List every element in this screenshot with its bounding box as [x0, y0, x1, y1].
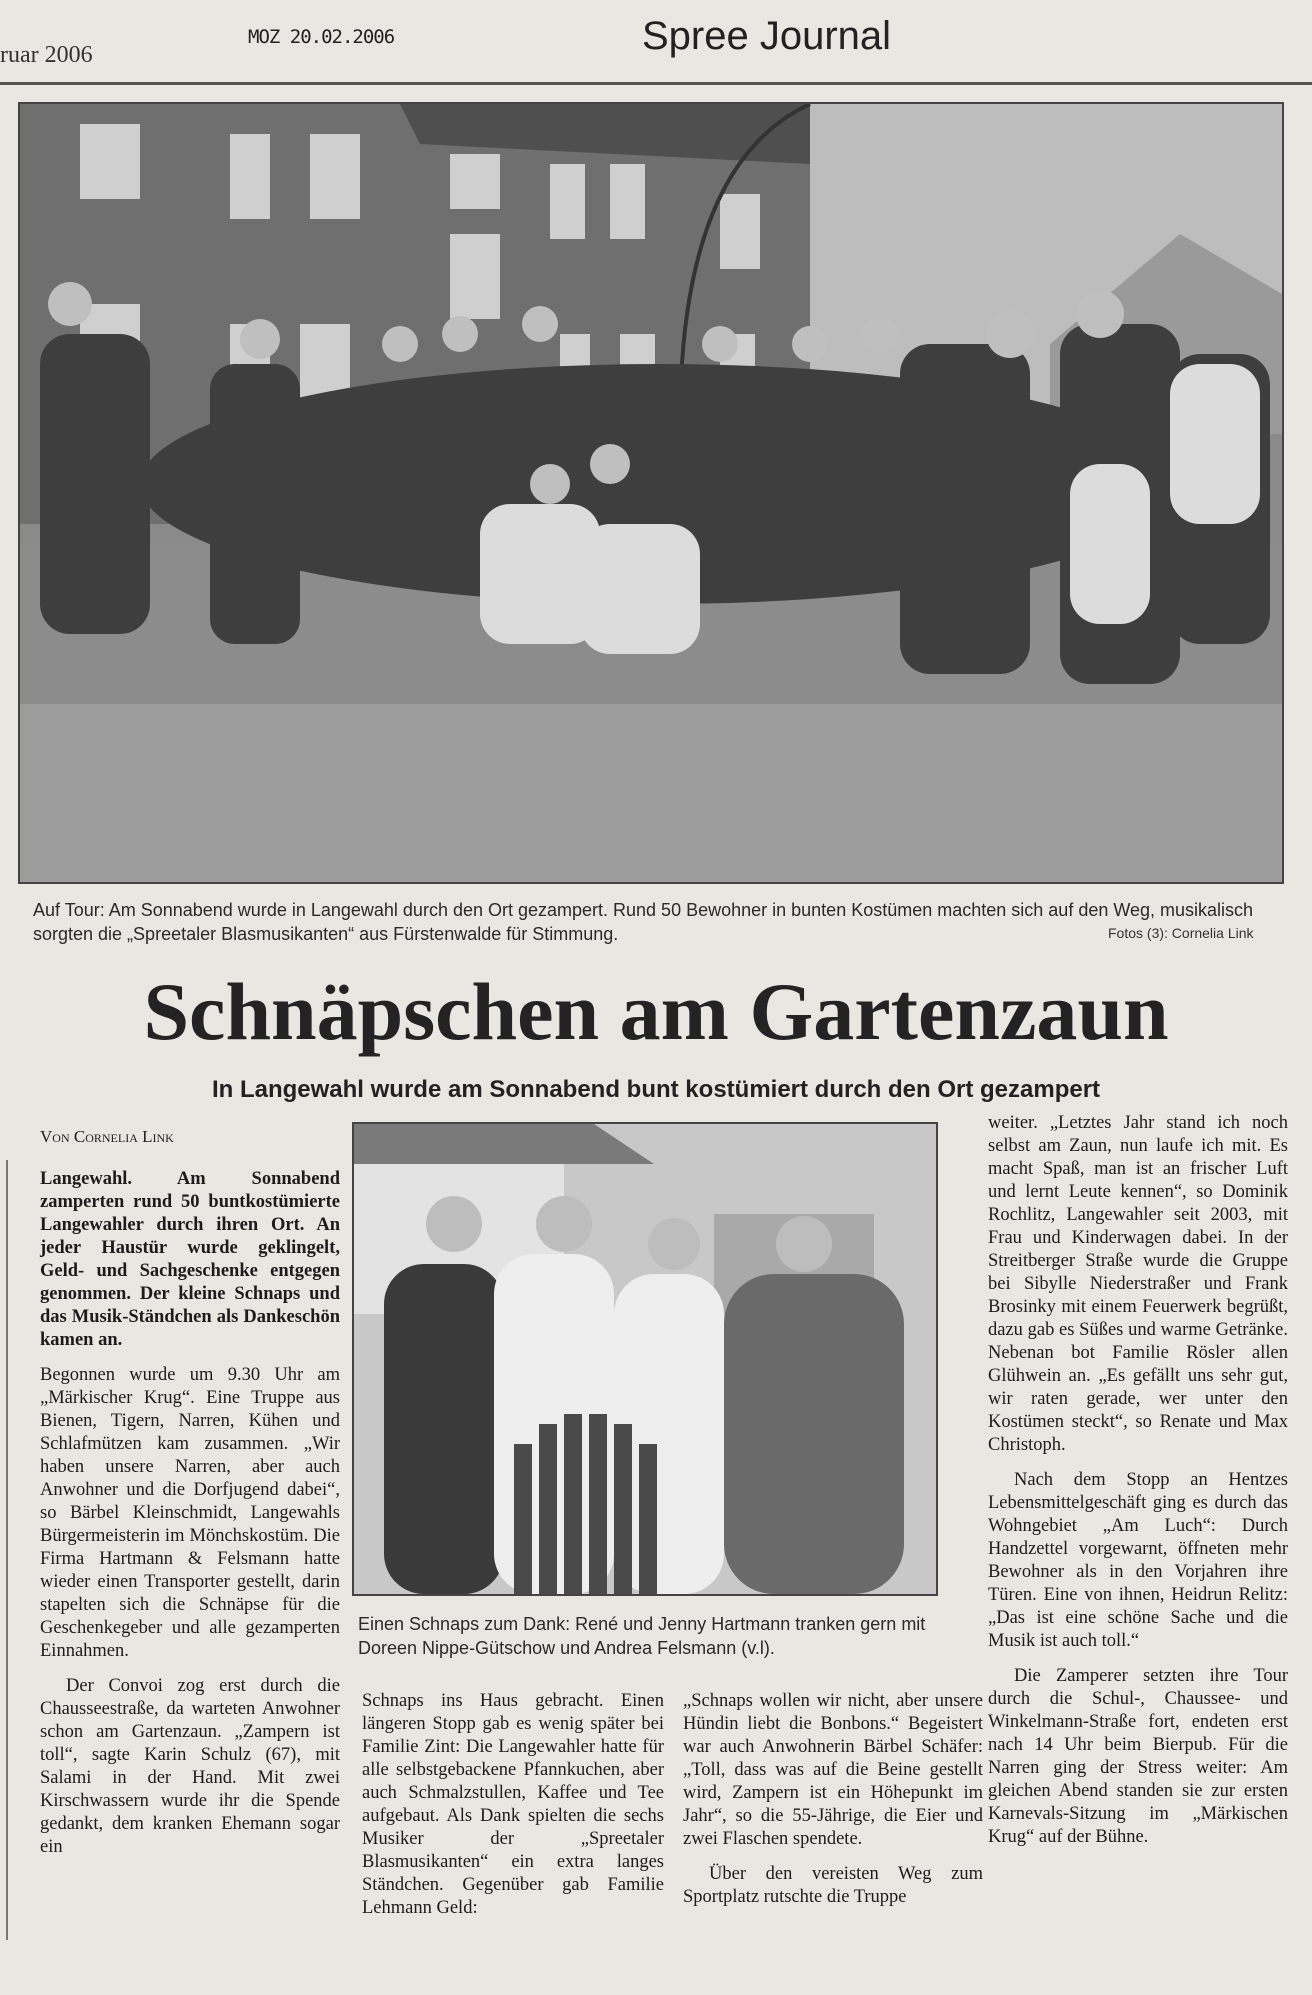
- photo-caption: Einen Schnaps zum Dank: René und Jenny Hartmann tranken gern mit Doreen Nippe-Gütschow und Andrea Felsmann (v.l).: [358, 1614, 926, 1658]
- article-subheadline: In Langewahl wurde am Sonnabend bunt kostümiert durch den Ort gezampert: [211, 1076, 1101, 1103]
- article-paragraph: „Schnaps wollen wir nicht, aber unsere Hündin liebt die Bonbons.“ Begeistert war auch Anwohnerin Bärbel Schäfer: „Toll, dass was auf die Beine gestellt wird, Zampern ist ein Höhepunkt im Jahr“, so die 55-Jährige, die Eier und zwei Flaschen spendete.: [683, 1691, 983, 1849]
- article-column-3: [683, 1690, 983, 1921]
- article-paragraph: Die Zamperer setzten ihre Tour durch die Schul-, Chaussee- und Winkelmann-Straße fort, endeten erst nach 14 Uhr beim Bierpub. Für die Narren ging der Stress weiter: Am gleichen Abend standen sie zur ersten Karnevals-Sitzung im „Märkischen Krug“ auf der Bühne.: [988, 1666, 1288, 1847]
- photo-credit: Fotos (3): Cornelia Link: [1108, 925, 1254, 941]
- article-paragraph: Über den vereisten Weg zum Sportplatz rutschte die Truppe: [683, 1864, 983, 1907]
- article-paragraph: Schnaps ins Haus gebracht. Einen längeren Stopp gab es wenig später bei Familie Zint: Die Langewahler hatte für alle selbstgebackene Pfannkuchen, aber auch Schmalzstullen, Kaffee und Tee aufgebaut. Als Dank spielten die sechs Musiker der „Spreetaler Blasmusikanten“ ein extra langes Ständchen. Gegenüber gab Familie Lehmann Geld:: [362, 1691, 664, 1918]
- article-paragraph: Nach dem Stopp an Hentzes Lebensmittelgeschäft ging es durch das Wohngebiet „Am Luch“: Durch Handzettel vorgewarnt, öffneten mehr Bewohner als in den Vorjahren ihre Türen. Eine von ihnen, Heidrun Relitz: „Das ist eine schöne Sache und die Musik ist auch toll.“: [988, 1470, 1288, 1651]
- handwritten-source-note: MOZ 20.02.2006: [248, 26, 395, 48]
- toast-photo: [352, 1122, 938, 1596]
- article-paragraph: weiter. „Letztes Jahr stand ich noch selbst am Zaun, nun laufe ich mit. Es macht Spaß, man ist an frischer Luft und lernt Leute kennen“, so Dominik Rochlitz, Langewahler seit 2003, mit Frau und Kinderwagen dabei. In der Streitberger Straße wurde die Gruppe bei Sibylle Niederstraßer und Frank Brosinky mit einem Feuerwerk begrüßt, dazu gab es Süßes und warme Getränke. Nebenan bot Familie Rösler allen Glühwein an. „Es gefällt uns sehr gut, wir raten gerade, wer unter den Kostümen steckt“, so Renate und Max Christoph.: [988, 1113, 1288, 1455]
- section-title: Spree Journal: [642, 14, 892, 58]
- article-column-1: [40, 1168, 340, 1871]
- header-rule: [0, 82, 1312, 85]
- article-lead: Langewahl. Am Sonnabend zamperten rund 50 buntkostümierte Langewahler durch ihren Ort. An jeder Haustür wurde geklingelt, Geld- und Sachgeschenke entgegen genommen. Der kleine Schnaps und das Musik-Ständchen als Dankeschön kamen an.: [40, 1169, 340, 1350]
- group-photo: [18, 102, 1284, 884]
- article-column-4: [988, 1112, 1288, 1861]
- issue-month: ruar 2006: [0, 42, 93, 68]
- column-rule: [6, 1160, 8, 1940]
- article-byline: Von Cornelia Link: [40, 1127, 174, 1146]
- photo-caption: Auf Tour: Am Sonnabend wurde in Langewahl durch den Ort gezampert. Rund 50 Bewohner in bunten Kostümen machten sich auf den Weg, musikalisch sorgten die „Spreetaler Blasmusikanten“ aus Fürstenwalde für Stimmung.: [33, 900, 1254, 944]
- article-headline: Schnäpschen am Gartenzaun: [143, 966, 1169, 1057]
- article-column-2: [362, 1690, 664, 1932]
- article-paragraph: Der Convoi zog erst durch die Chausseestraße, da warteten Anwohner schon am Gartenzaun. „Zampern ist toll“, sagte Karin Schulz (67), mit Salami in der Hand. Mit zwei Kirschwassern wurde ihr die Spende gedankt, dem kranken Ehemann sogar ein: [40, 1676, 340, 1857]
- article-paragraph: Begonnen wurde um 9.30 Uhr am „Märkischer Krug“. Eine Truppe aus Bienen, Tigern, Narren, Kühen und Schlafmützen kam zusammen. „Wir haben unsere Narren, aber auch Anwohner und die Dorfjugend dabei“, so Bärbel Kleinschmidt, Langewahls Bürgermeisterin im Mönchskostüm. Die Firma Hartmann & Felsmann hatte wieder einen Transporter gestellt, darin stapelten sich die Schnäpse für die Geschenkegeber und alle gezamperten Einnahmen.: [40, 1365, 340, 1661]
